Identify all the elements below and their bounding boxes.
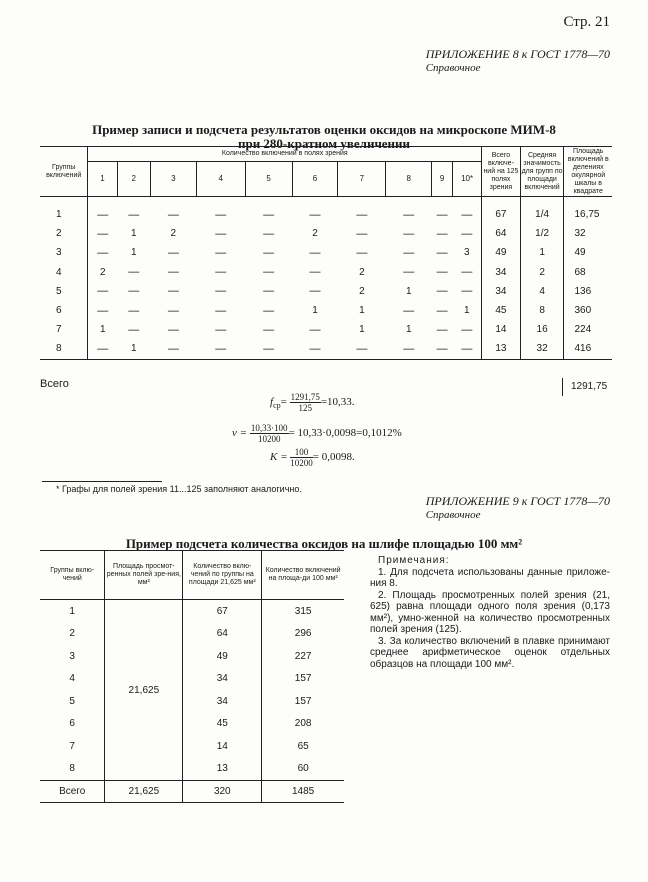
formula-k-den: 10200 xyxy=(290,458,313,468)
field-cell: 1 xyxy=(88,320,117,339)
field-cell: — xyxy=(263,208,275,221)
t2-row-count: 49 xyxy=(183,645,262,668)
row-area: 32 xyxy=(564,224,612,243)
field-cell: — xyxy=(309,323,321,336)
row-group: 7 xyxy=(56,324,62,336)
row-area: 49 xyxy=(564,243,612,262)
table-row xyxy=(40,690,344,713)
field-cell: 2 xyxy=(170,228,177,240)
table-row xyxy=(40,339,612,359)
header-avg: Средняя значимость для групп по площади включений xyxy=(520,147,564,197)
t2-row-count: 67 xyxy=(183,600,262,623)
field-cell: 1 xyxy=(359,324,365,336)
t2-row-count100: 157 xyxy=(262,690,344,713)
table-1-title-line-2: при 280-кратном увеличении xyxy=(237,136,411,151)
formula-mean-result: =10,33. xyxy=(320,396,355,409)
header-field-2: 2 xyxy=(117,162,150,197)
appendix-8-title: ПРИЛОЖЕНИЕ 8 к ГОСТ 1778—70 xyxy=(425,47,610,61)
table-row xyxy=(40,713,344,736)
row-total: 64 xyxy=(482,224,521,243)
field-cell: — xyxy=(436,285,448,298)
row-area: 224 xyxy=(564,320,612,339)
field-cell: — xyxy=(263,266,275,279)
t2-total-label: Всего xyxy=(40,781,105,803)
t2-row-count100: 227 xyxy=(262,645,344,668)
field-cell: — xyxy=(461,208,473,221)
row-group: 4 xyxy=(56,266,62,278)
row-total: 34 xyxy=(482,282,521,301)
field-cell: — xyxy=(167,266,179,279)
t2-row-count100: 65 xyxy=(262,735,344,758)
table-row xyxy=(40,243,612,262)
field-cell: — xyxy=(263,246,275,259)
formula-mean-lhs: f xyxy=(270,396,274,409)
field-cell: — xyxy=(215,285,227,298)
t2-row-group: 6 xyxy=(69,718,75,730)
formula-k xyxy=(270,447,355,468)
field-cell: — xyxy=(309,285,321,298)
formula-variation-den: 10200 xyxy=(257,434,281,444)
row-area: 416 xyxy=(564,339,612,359)
formula-mean-num: 1291,75 xyxy=(290,392,320,402)
field-cell: — xyxy=(386,339,432,359)
header-fields: Количество включений в полях зрения xyxy=(88,147,482,162)
header-area: Площадь включений в делениях окулярной шкалы в квадрате xyxy=(564,147,612,197)
field-cell: — xyxy=(88,224,117,243)
field-cell: — xyxy=(461,266,473,279)
field-cell: — xyxy=(432,339,453,359)
t2-total-area: 21,625 xyxy=(105,781,183,803)
t2-header-count100: Количество включений на площа-ди 100 мм² xyxy=(262,551,344,600)
formula-k-lhs: K = xyxy=(270,451,288,464)
page-number: Стр. 21 xyxy=(563,14,610,30)
field-cell: — xyxy=(167,323,179,336)
t2-row-count: 34 xyxy=(183,690,262,713)
header-field-9: 9 xyxy=(432,162,453,197)
formula-mean-den: 125 xyxy=(298,403,312,413)
formula-variation-result: = 10,33·0,0098=0,1012% xyxy=(288,427,402,440)
oxide-results-table xyxy=(40,146,612,360)
t2-row-group: 3 xyxy=(69,650,75,662)
field-cell: — xyxy=(88,339,117,359)
t2-total-row xyxy=(40,781,344,803)
row-total: 14 xyxy=(482,320,521,339)
field-cell: — xyxy=(453,339,482,359)
row-total: 67 xyxy=(482,205,521,224)
field-cell: — xyxy=(128,304,140,317)
row-total: 45 xyxy=(482,301,521,320)
table-row xyxy=(40,205,612,224)
field-cell: 1 xyxy=(464,305,470,317)
row-total: 13 xyxy=(482,339,521,359)
field-cell: — xyxy=(356,208,368,221)
table-2-title: Пример подсчета количества оксидов на шлифе площадью 100 мм² xyxy=(125,536,523,551)
row-total: 49 xyxy=(482,243,521,262)
table-row xyxy=(40,320,612,339)
row-avg: 16 xyxy=(520,320,564,339)
header-field-3: 3 xyxy=(150,162,196,197)
field-cell: 1 xyxy=(130,228,137,240)
row-area: 16,75 xyxy=(564,205,612,224)
row-group: 5 xyxy=(56,285,62,297)
row-avg: 32 xyxy=(520,339,564,359)
field-cell: — xyxy=(215,323,227,336)
table-1-total-value: 1291,75 xyxy=(562,378,607,396)
table-row xyxy=(40,758,344,781)
row-group: 3 xyxy=(56,247,62,259)
row-area: 136 xyxy=(564,282,612,301)
field-cell: 1 xyxy=(117,339,150,359)
t2-header-count: Количество вклю-чений по группы на площади 21,625 мм² xyxy=(183,551,262,600)
field-cell: 1 xyxy=(405,285,412,297)
formula-variation xyxy=(232,423,402,444)
t2-row-group: 8 xyxy=(69,763,75,775)
field-cell: 1 xyxy=(130,247,137,259)
field-cell: — xyxy=(436,246,448,259)
oxide-count-table xyxy=(40,550,344,803)
t2-total-count100: 1485 xyxy=(262,781,344,803)
field-cell: — xyxy=(167,246,179,259)
table-row xyxy=(40,735,344,758)
field-cell: — xyxy=(292,339,338,359)
field-cell: — xyxy=(215,304,227,317)
field-cell: — xyxy=(167,304,179,317)
t2-row-count100: 296 xyxy=(262,623,344,646)
footnote-divider xyxy=(42,481,162,482)
field-cell: — xyxy=(263,323,275,336)
field-cell: — xyxy=(263,227,275,240)
field-cell: — xyxy=(196,339,245,359)
header-field-8: 8 xyxy=(386,162,432,197)
row-avg: 2 xyxy=(520,263,564,282)
t2-header-area: Площадь просмот-ренных полей зре-ния, мм² xyxy=(105,551,183,600)
header-field-10: 10* xyxy=(453,162,482,197)
appendix-8-subtitle: Справочное xyxy=(425,62,481,74)
field-cell: — xyxy=(128,266,140,279)
row-group: 8 xyxy=(40,339,88,359)
table-row xyxy=(40,282,612,301)
row-area: 68 xyxy=(564,263,612,282)
table-row xyxy=(40,600,344,623)
formula-variation-lhs: v = xyxy=(232,427,248,440)
field-cell: — xyxy=(403,304,415,317)
field-cell: — xyxy=(461,227,473,240)
row-avg: 1 xyxy=(520,243,564,262)
appendix-9-subtitle: Справочное xyxy=(425,509,481,521)
header-field-4: 4 xyxy=(196,162,245,197)
table-row xyxy=(40,668,344,691)
field-cell: — xyxy=(128,323,140,336)
t2-row-count100: 208 xyxy=(262,713,344,736)
field-cell: — xyxy=(356,246,368,259)
t2-row-group: 2 xyxy=(69,628,75,640)
table-row xyxy=(40,623,344,646)
t2-row-count100: 315 xyxy=(262,600,344,623)
field-cell: — xyxy=(403,246,415,259)
field-cell: — xyxy=(436,266,448,279)
row-group: 1 xyxy=(56,209,62,221)
field-cell: — xyxy=(128,285,140,298)
note-item: 3. За количество включений в плавке принимают среднее арифметическое оценок отдельных образцов на площади 100 мм². xyxy=(370,635,610,670)
field-cell: — xyxy=(215,208,227,221)
appendix-9-header xyxy=(426,494,610,521)
field-cell: 2 xyxy=(312,228,318,240)
t2-row-count: 13 xyxy=(183,758,262,781)
table-row xyxy=(40,301,612,320)
field-cell: 1 xyxy=(405,324,412,336)
field-cell: — xyxy=(309,208,321,221)
field-cell: 1 xyxy=(312,305,318,317)
appendix-9-title: ПРИЛОЖЕНИЕ 9 к ГОСТ 1778—70 xyxy=(425,494,610,508)
header-groups: Группы включений xyxy=(40,147,88,197)
field-cell: — xyxy=(403,208,415,221)
field-cell: — xyxy=(88,243,117,262)
field-cell: 2 xyxy=(359,285,365,297)
field-cell: — xyxy=(403,266,415,279)
field-cell: — xyxy=(436,304,448,317)
appendix-8-header xyxy=(426,47,610,74)
t2-row-group: 5 xyxy=(69,695,75,707)
field-cell: — xyxy=(309,266,321,279)
t2-row-count: 45 xyxy=(183,713,262,736)
notes xyxy=(370,555,610,670)
row-avg: 8 xyxy=(520,301,564,320)
formula-mean: $f_{ср}=$ $\frac{1291,75}{125}$ =10,33. xyxy=(270,392,355,413)
field-cell: — xyxy=(403,227,415,240)
field-cell: — xyxy=(88,301,117,320)
field-cell: — xyxy=(338,339,386,359)
t2-row-count: 64 xyxy=(183,623,262,646)
notes-heading: Примечания: xyxy=(378,555,450,566)
field-cell: — xyxy=(436,227,448,240)
table-row xyxy=(40,224,612,243)
field-cell: — xyxy=(167,285,179,298)
row-group: 6 xyxy=(56,305,62,317)
field-cell: — xyxy=(88,205,117,224)
t2-area-value: 21,625 xyxy=(105,600,183,781)
formula-mean-sub: ср xyxy=(273,401,281,411)
note-item: 2. Площадь просмотренных полей зрения (21, 625) равна площади одного поля зрения (0,173 мм²), умно-женной на количество просмотренных полей зрения (125). xyxy=(370,589,610,635)
note-item: 1. Для подсчета использованы данные приложе-ния 8. xyxy=(370,566,610,589)
field-cell: — xyxy=(436,323,448,336)
t2-row-count100: 60 xyxy=(262,758,344,781)
t2-row-group: 1 xyxy=(69,605,75,617)
t2-row-group: 4 xyxy=(69,673,75,685)
formula-k-num: 100 xyxy=(290,447,313,458)
formula-variation-num: 10,33·100 xyxy=(250,423,288,433)
field-cell: — xyxy=(436,208,448,221)
row-total: 34 xyxy=(482,263,521,282)
header-field-6: 6 xyxy=(292,162,338,197)
t2-row-count: 14 xyxy=(183,735,262,758)
row-group: 2 xyxy=(56,228,62,240)
field-cell: — xyxy=(263,304,275,317)
table-row xyxy=(40,263,612,282)
field-cell: — xyxy=(167,208,179,221)
t2-row-count100: 157 xyxy=(262,668,344,691)
field-cell: 1 xyxy=(359,305,365,317)
row-avg: 1/2 xyxy=(520,224,564,243)
header-total: Всего включе-ний на 125 полях зрения xyxy=(482,147,521,197)
field-cell: 3 xyxy=(464,247,470,259)
t2-total-count: 320 xyxy=(183,781,262,803)
header-field-5: 5 xyxy=(245,162,292,197)
formula-k-result: = 0,0098. xyxy=(312,451,355,464)
t2-row-count: 34 xyxy=(183,668,262,691)
field-cell: 2 xyxy=(88,263,117,282)
field-cell: — xyxy=(461,323,473,336)
field-cell: — xyxy=(215,227,227,240)
row-avg: 4 xyxy=(520,282,564,301)
field-cell: — xyxy=(215,266,227,279)
table-row xyxy=(40,645,344,668)
field-cell: — xyxy=(245,339,292,359)
row-area: 360 xyxy=(564,301,612,320)
field-cell: 2 xyxy=(359,266,365,278)
field-cell: — xyxy=(356,227,368,240)
header-field-1: 1 xyxy=(88,162,117,197)
row-avg: 1/4 xyxy=(520,205,564,224)
field-cell: — xyxy=(461,285,473,298)
field-cell: — xyxy=(215,246,227,259)
t2-header-groups: Группы вклю-чений xyxy=(40,551,105,600)
field-cell: — xyxy=(150,339,196,359)
field-cell: — xyxy=(88,282,117,301)
field-cell: — xyxy=(309,246,321,259)
table-1-title-line-1: Пример записи и подсчета результатов оценки оксидов на микроскопе МИМ-8 xyxy=(92,122,556,137)
table-1-total-label: Всего xyxy=(40,378,69,390)
header-field-7: 7 xyxy=(338,162,386,197)
t2-row-group: 7 xyxy=(69,740,75,752)
footnote: * Графы для полей зрения 11...125 заполняют аналогично. xyxy=(56,484,302,494)
field-cell: — xyxy=(128,208,140,221)
field-cell: — xyxy=(263,285,275,298)
